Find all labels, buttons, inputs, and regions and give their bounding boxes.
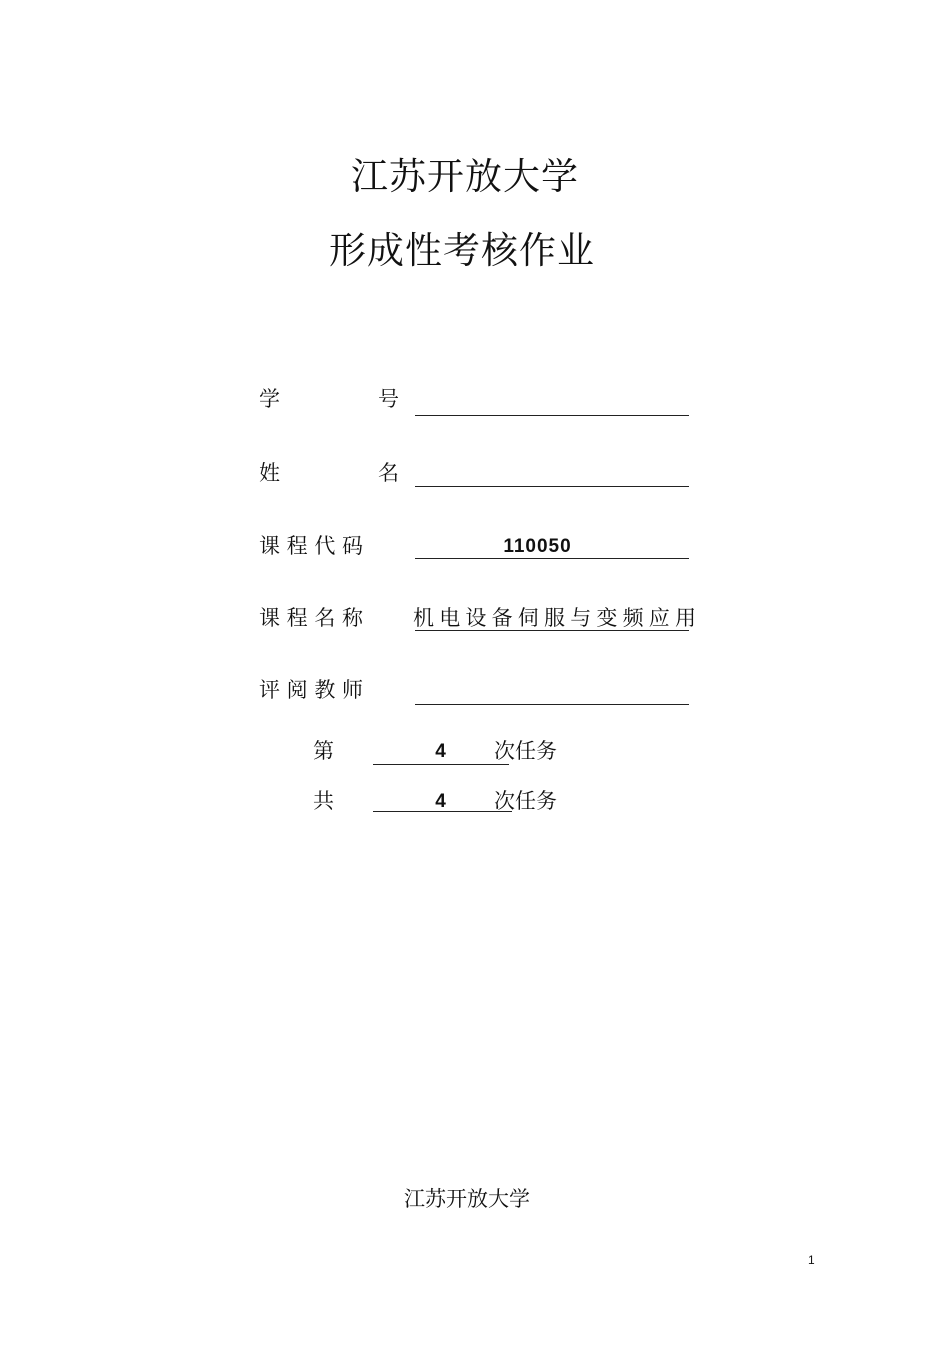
name-underline [415, 486, 689, 487]
course-name-value[interactable]: 机电设备伺服与变频应用 [413, 606, 702, 630]
document-title: 形成性考核作业 [329, 229, 595, 272]
current-task-underline [373, 764, 509, 765]
page-number: 1 [808, 1253, 815, 1267]
current-task-suffix: 次任务 [494, 739, 557, 763]
total-task-number[interactable]: 4 [435, 791, 446, 812]
reviewer-underline [415, 704, 689, 705]
current-task-prefix: 第 [313, 739, 334, 763]
footer-university: 江苏开放大学 [404, 1187, 530, 1211]
student-id-label-char-2: 号 [378, 387, 399, 411]
course-code-value[interactable]: 110050 [503, 536, 572, 557]
student-id-underline [415, 415, 689, 416]
total-task-prefix: 共 [313, 789, 334, 813]
course-code-label: 课 程 代 码 [259, 534, 364, 558]
course-name-label: 课 程 名 称 [259, 606, 364, 630]
course-code-underline [415, 558, 689, 559]
name-label-char-1: 姓 [259, 461, 280, 485]
current-task-number[interactable]: 4 [435, 741, 446, 762]
course-name-underline [415, 630, 689, 631]
total-task-underline [373, 811, 512, 812]
total-task-suffix: 次任务 [494, 789, 557, 813]
student-id-label-char-1: 学 [259, 387, 280, 411]
name-label-char-2: 名 [378, 461, 399, 485]
university-title: 江苏开放大学 [351, 155, 579, 198]
reviewer-label: 评 阅 教 师 [259, 678, 364, 702]
